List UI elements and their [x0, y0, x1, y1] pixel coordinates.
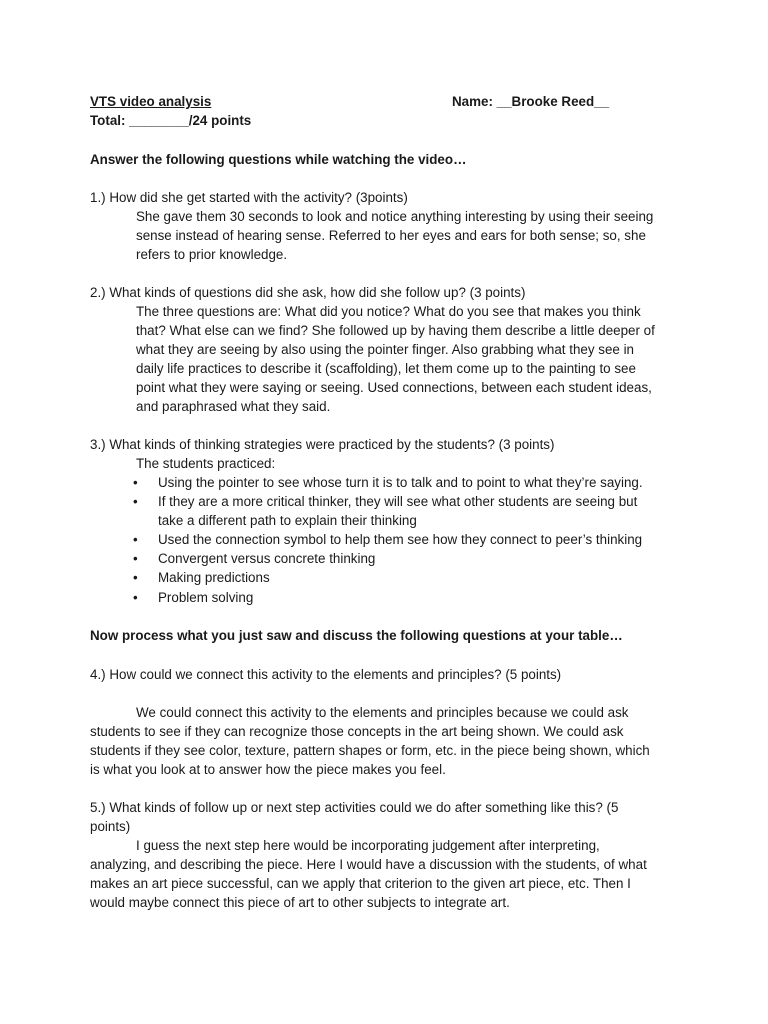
- answer-2-line: and paraphrased what they said.: [136, 399, 331, 414]
- document-title: VTS video analysis: [90, 94, 212, 109]
- answer-4-line: is what you look at to answer how the piece makes you feel.: [90, 762, 446, 777]
- strategy-bullet: Convergent versus concrete thinking: [158, 551, 376, 566]
- answer-1-line: She gave them 30 seconds to look and notice anything interesting by using their seeing: [136, 209, 654, 224]
- answer-1-line: sense instead of hearing sense. Referred to her eyes and ears for both sense; so, she: [136, 228, 646, 243]
- bullet-marker: •: [133, 475, 138, 490]
- answer-2-line: point what they were saying or seeing. Used connections, between each student ideas,: [136, 380, 652, 395]
- answer-5-line: I guess the next step here would be incorporating judgement after interpreting,: [136, 838, 600, 853]
- answer-1-line: refers to prior knowledge.: [136, 247, 288, 262]
- strategy-bullet: Making predictions: [158, 570, 270, 585]
- answer-2-line: what they are seeing by also using the pointer finger. Also grabbing what they see in: [136, 342, 635, 357]
- answer-4-line: We could connect this activity to the elements and principles because we could ask: [136, 705, 629, 720]
- strategy-bullet: Problem solving: [158, 590, 254, 605]
- answer-5-line: would maybe connect this piece of art to other subjects to integrate art.: [90, 895, 510, 910]
- question-3: 3.) What kinds of thinking strategies were practiced by the students? (3 points): [90, 437, 555, 452]
- bullet-marker: •: [133, 551, 138, 566]
- strategy-bullet: If they are a more critical thinker, they will see what other students are seeing but: [158, 494, 638, 509]
- answer-5-line: makes an art piece successful, can we apply that criterion to the given art piece, etc. Then I: [90, 876, 631, 891]
- instruction-watching: Answer the following questions while watching the video…: [90, 152, 467, 167]
- answer-3-intro: The students practiced:: [136, 456, 276, 471]
- student-name: Name: __Brooke Reed__: [452, 94, 610, 109]
- question-4: 4.) How could we connect this activity to the elements and principles? (5 points): [90, 667, 562, 682]
- answer-5-line: analyzing, and describing the piece. Here I would have a discussion with the students, of what: [90, 857, 647, 872]
- bullet-marker: •: [133, 532, 138, 547]
- bullet-marker: •: [133, 570, 138, 585]
- instruction-discuss: Now process what you just saw and discuss the following questions at your table…: [90, 628, 623, 643]
- answer-2-line: The three questions are: What did you notice? What do you see that makes you think: [136, 304, 641, 319]
- question-2: 2.) What kinds of questions did she ask, how did she follow up? (3 points): [90, 285, 526, 300]
- answer-2-line: daily life practices to describe it (scaffolding), let them come up to the painting to see: [136, 361, 636, 376]
- bullet-marker: •: [133, 494, 138, 509]
- strategy-bullet: Used the connection symbol to help them see how they connect to peer’s thinking: [158, 532, 643, 547]
- bullet-marker: •: [133, 590, 138, 605]
- question-5: 5.) What kinds of follow up or next step activities could we do after something like this? (5: [90, 800, 619, 815]
- answer-2-line: that? What else can we find? She followed up by having them describe a little deeper of: [136, 323, 655, 338]
- answer-4-line: students to see if they can recognize those concepts in the art being shown. We could ask: [90, 724, 624, 739]
- strategy-bullet-continued: take a different path to explain their thinking: [158, 513, 417, 528]
- total-points: Total: ________/24 points: [90, 113, 252, 128]
- strategy-bullet: Using the pointer to see whose turn it is to talk and to point to what they’re saying.: [158, 475, 643, 490]
- question-5-continued: points): [90, 819, 131, 834]
- answer-4-line: students if they see color, texture, pattern shapes or form, etc. in the piece being shown, which: [90, 743, 650, 758]
- question-1: 1.) How did she get started with the activity? (3points): [90, 190, 408, 205]
